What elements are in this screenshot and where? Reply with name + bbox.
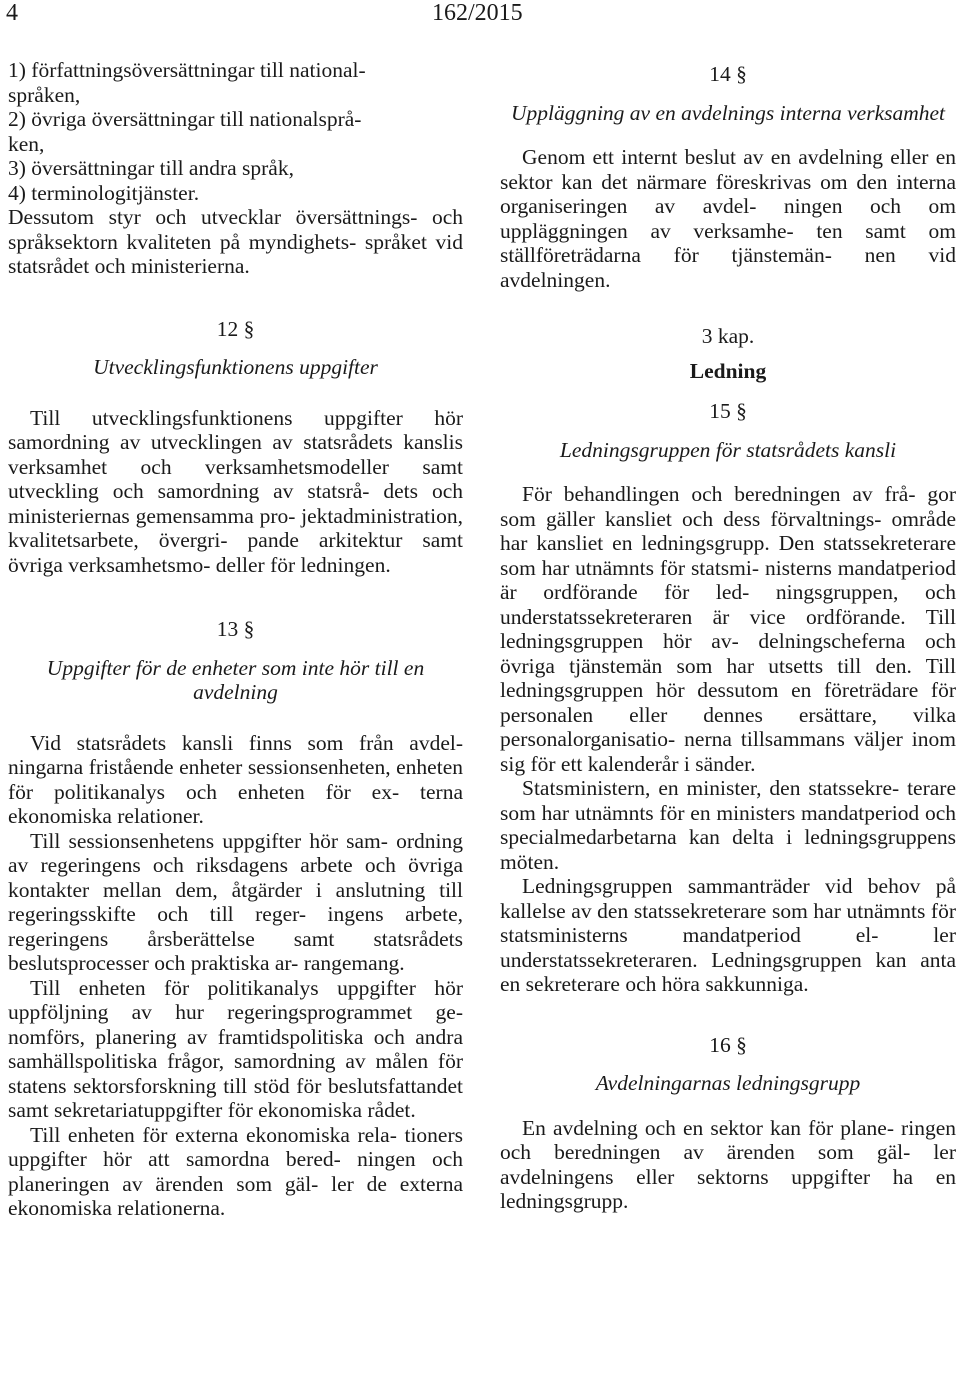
section-number: 13 § [216,617,255,641]
page-header [0,0,960,40]
section-title: Ledningsgruppen för statsrådets kansli [559,437,897,462]
list-item: 1) författningsöversättningar till national- [8,58,366,82]
list-item: 3) översättningar till andra språk, [8,156,294,180]
body-paragraph: Till enheten för politikanalys uppgifter hör uppföljning av hur regeringsprogrammet ge- nomförs, planering av framtidspolitiska och andra samhällspolitiska frågor, samordning av målen för statens sektorsforskning till stöd för beslutsfattandet samt sekretariatuppgifter för ekonomiska rådet. [8,975,463,1122]
body-paragraph: Statsministern, en minister, den statssekre- terare som har utnämnts för en ministers mandatperiod och specialmedarbetarna kan delta i ledningsgruppens möten. [500,776,956,874]
body-paragraph: För behandlingen och beredningen av frå- gor som gäller kansliet och dess förvaltnings- område har kansliet en ledningsgrupp. Den statssekreterare som har utnämnts för statsmi- nisterns mandatperiod är ordförande för led- ningsgruppen, och understatssekreteraren är vice ordförande. Till ledningsgruppen hör av- delningscheferna och övriga tjänstemän som har utsetts till den. Till ledningsgruppen hör dessutom en företrädare för personalen eller dennes ersättare, vilka personalorganisatio- nerna tillsammans väljer inom sig för ett kalenderår i sänder. [500,482,956,776]
body-paragraph: Vid statsrådets kansli finns som från avdel- ningarna fristående enheter sessionsenheten, enheten för politikanalys och enheten för ex- terna ekonomiska relationer. [8,730,463,828]
body-paragraph: Till utvecklingsfunktionens uppgifter hör samordning av utvecklingen av statsrådets kanslis verksamhet och verksamhetsmodeller samt utveckling och samordning av statsrå- dets och ministeriernas gemensamma pro- jektadministration, kvalitetsarbete, övergri- pande arkitektur samt övriga verksamhetsmo- deller för ledningen. [8,405,463,577]
list-item: 2) övriga översättningar till nationalsprå- [8,107,362,131]
section-title: Avdelningarnas ledningsgrupp [595,1071,861,1095]
body-paragraph: Till sessionsenhetens uppgifter hör sam- ordning av regeringens och riksdagens arbete och övriga kontakter mellan dem, åtgärder i anslutning till regeringsskifte och till reger- ingens arbete, regeringens årsberättelse samt statsrådets beslutsprocesser och praktiska ar- rangemang. [8,828,463,975]
chapter-title: Ledning [689,358,767,383]
section-title: Utvecklingsfunktionens uppgifter [93,355,378,379]
body-paragraph: En avdelning och en sektor kan för plane- ringen och beredningen av ärenden som gäl- ler avdelningens eller sektorns uppgifter ha en ledningsgrupp. [500,1115,956,1213]
translation-list [8,58,463,205]
section-number: 14 § [709,62,747,86]
section-number: 16 § [709,1032,747,1057]
body-paragraph: Till enheten för externa ekonomiska rela- tioners uppgifter hör att samordna bered- ningen och planeringen av ärenden som gäl- ler de externa ekonomiska relationerna. [8,1122,463,1220]
list-item: 4) terminologitjänster. [8,180,200,205]
page-number: 4 [6,0,18,26]
left-column [8,58,463,1221]
list-item: språken, [8,82,81,107]
right-column [500,58,956,1214]
section-number: 12 § [216,316,255,341]
body-paragraph: Genom ett internt beslut av en avdelning eller en sektor kan det närmare föreskrivas om den interna organiseringen av avdel- ningen och om uppläggningen av verksamhe- ten samt om ställföreträdarna för tjänstemän- nen vid avdelningen. [500,145,956,292]
list-item: ken, [8,131,45,156]
section-number: 15 § [709,399,747,423]
body-paragraph: Dessutom styr och utvecklar översättnings- och språksektorn kvaliteten på myndighets- språket vid statsrådet och ministerierna. [8,205,463,278]
document-number: 162/2015 [432,0,523,26]
section-title: Uppläggning av en avdelnings interna verksamhet [510,100,946,125]
chapter-number: 3 kap. [701,324,755,348]
body-paragraph: Ledningsgruppen sammanträder vid behov på kallelse av den statssekreterare som har utnämnts för statsministerns mandatperiod el- ler understatssekreteraren. Ledningsgruppen kan anta en sekreterare och höra sakkunniga. [500,874,956,996]
section-title: Uppgifter för de enheter som inte hör till en avdelning [46,655,425,704]
